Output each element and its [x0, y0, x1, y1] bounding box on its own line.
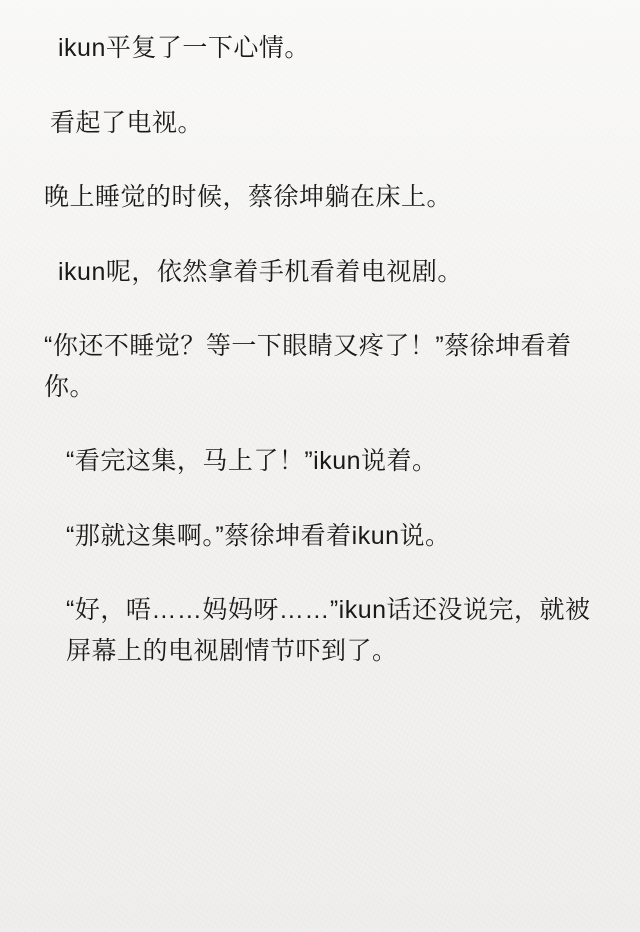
story-paragraph: ikun呢，依然拿着手机看着电视剧。	[58, 257, 463, 286]
story-paragraph: 看起了电视。	[50, 108, 204, 137]
story-paragraph: “看完这集，马上了！”ikun说着。	[66, 447, 438, 475]
story-paragraph: ikun平复了一下心情。	[58, 34, 310, 62]
story-paragraph: “那就这集啊。”蔡徐坤看着ikun说。	[66, 521, 451, 550]
story-paragraph: “好，唔……妈妈呀……”ikun话还没说完，就被屏幕上的电视剧情节吓到了。	[66, 596, 591, 665]
story-paragraph: 晚上睡觉的时候，蔡徐坤躺在床上。	[44, 183, 453, 211]
story-paragraph: “你还不睡觉？等一下眼睛又疼了！”蔡徐坤看着你。	[44, 332, 572, 401]
